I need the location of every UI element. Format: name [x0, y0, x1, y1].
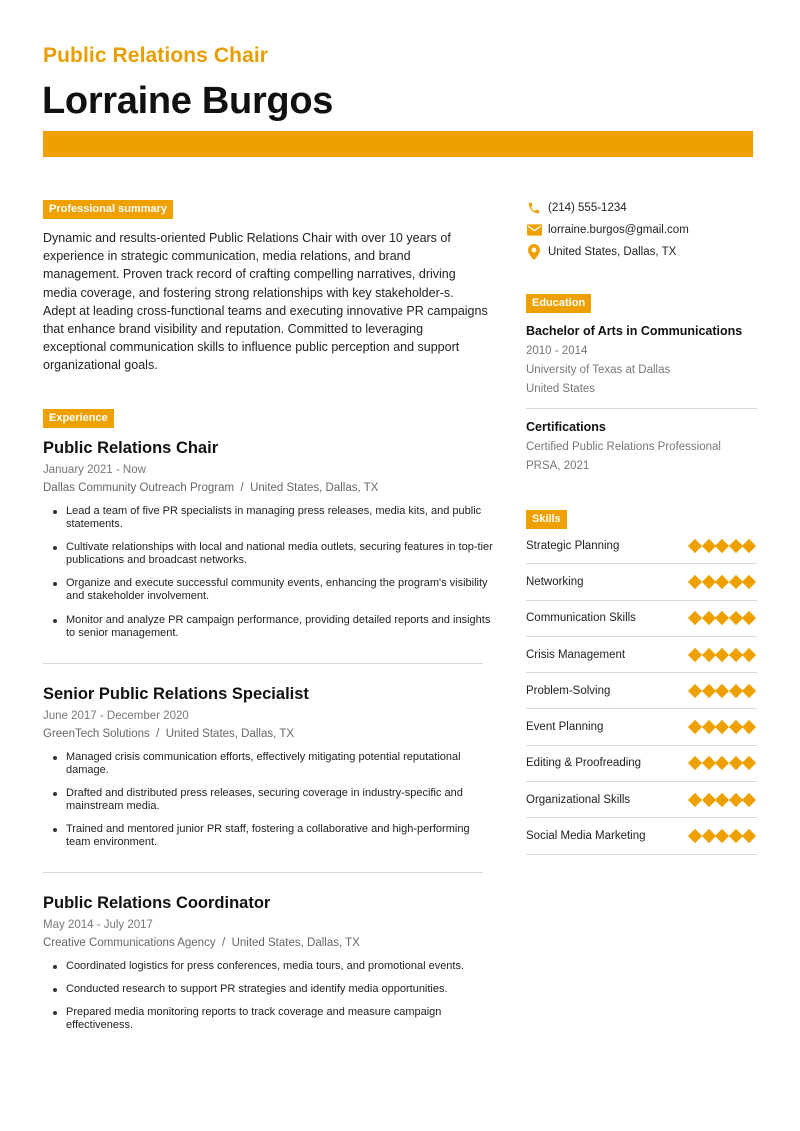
rating-diamond-icon — [688, 684, 702, 698]
skill-row — [526, 710, 757, 746]
rating-diamond-icon — [715, 684, 729, 698]
skill-rating — [690, 686, 754, 696]
education-divider — [526, 408, 757, 409]
rating-diamond-icon — [728, 684, 742, 698]
rating-diamond-icon — [728, 829, 742, 843]
job-entry-company-line: Dallas Community Outreach Program / United States, Dallas, TX — [43, 482, 379, 494]
rating-diamond-icon — [715, 647, 729, 661]
summary-text: Dynamic and results-oriented Public Relations Chair with over 10 years of experience in strategic communication, media relations, and brand management. Proven track record of crafting compelling narratives, driving media coverage, and fostering strong relationships with key stakeholder-s. Adept at leading cross-functional teams and executing innovative PR campaigns that enhance brand visibility and reputation. Committed to leveraging exceptional communication skills to influence public perception and support organizational goals. — [43, 231, 488, 373]
job-entry-company: Dallas Community Outreach Program — [43, 482, 235, 494]
job-entry — [43, 893, 493, 1043]
rating-diamond-icon — [701, 793, 715, 807]
rating-diamond-icon — [742, 829, 756, 843]
rating-diamond-icon — [742, 684, 756, 698]
job-entry-location: United States, Dallas, TX — [250, 482, 379, 494]
certification-name: Certified Public Relations Professional — [526, 441, 721, 453]
rating-diamond-icon — [742, 575, 756, 589]
job-entry-bullets — [43, 751, 493, 849]
rating-diamond-icon — [688, 829, 702, 843]
job-entry-title: Senior Public Relations Specialist — [43, 685, 309, 703]
rating-diamond-icon — [728, 647, 742, 661]
job-bullet: Lead a team of five PR specialists in managing press releases, media kits, and public statements. — [66, 505, 493, 531]
rating-diamond-icon — [701, 720, 715, 734]
job-bullet: Trained and mentored junior PR staff, fostering a collaborative and high-performing team environment. — [66, 823, 493, 849]
education-school: University of Texas at Dallas — [526, 364, 671, 376]
rating-diamond-icon — [715, 575, 729, 589]
job-entry-company: GreenTech Solutions — [43, 728, 150, 740]
job-bullet: Managed crisis communication efforts, effectively mitigating potential reputational damage. — [66, 751, 493, 777]
rating-diamond-icon — [701, 647, 715, 661]
job-entry-dates: January 2021 - Now — [43, 464, 146, 476]
skill-row — [526, 528, 757, 564]
skill-rating — [690, 577, 754, 587]
contact-phone — [526, 200, 627, 216]
contact-phone-text: (214) 555-1234 — [548, 202, 627, 214]
skill-row — [526, 564, 757, 600]
skill-rating — [690, 650, 754, 660]
rating-diamond-icon — [688, 575, 702, 589]
job-entry-company-line: Creative Communications Agency / United States, Dallas, TX — [43, 937, 360, 949]
job-entry-dates: June 2017 - December 2020 — [43, 710, 189, 722]
job-entry-company-line: GreenTech Solutions / United States, Dallas, TX — [43, 728, 295, 740]
rating-diamond-icon — [688, 793, 702, 807]
map-pin-icon — [526, 244, 542, 260]
skill-name: Social Media Marketing — [526, 830, 646, 843]
rating-diamond-icon — [742, 720, 756, 734]
contact-location-text: United States, Dallas, TX — [548, 246, 677, 258]
rating-diamond-icon — [701, 684, 715, 698]
rating-diamond-icon — [728, 793, 742, 807]
certification-issuer: PRSA, 2021 — [526, 460, 590, 472]
envelope-icon — [526, 222, 542, 238]
skill-row — [526, 601, 757, 637]
job-bullet: Prepared media monitoring reports to track coverage and measure campaign effectiveness. — [66, 1006, 493, 1032]
job-entry-dates: May 2014 - July 2017 — [43, 919, 153, 931]
rating-diamond-icon — [742, 647, 756, 661]
skills-section-label: Skills — [526, 510, 567, 529]
skill-row — [526, 637, 757, 673]
skill-name: Networking — [526, 575, 584, 588]
header-accent-bar — [43, 131, 753, 157]
rating-diamond-icon — [688, 720, 702, 734]
rating-diamond-icon — [715, 793, 729, 807]
education-degree: Bachelor of Arts in Communications — [526, 324, 743, 338]
skill-name: Crisis Management — [526, 648, 626, 661]
rating-diamond-icon — [701, 539, 715, 553]
rating-diamond-icon — [742, 793, 756, 807]
skill-rating — [690, 831, 754, 841]
skill-row — [526, 818, 757, 854]
rating-diamond-icon — [701, 611, 715, 625]
contact-email-text[interactable]: lorraine.burgos@gmail.com — [548, 224, 689, 236]
job-divider — [43, 872, 483, 873]
skill-name: Organizational Skills — [526, 793, 631, 806]
rating-diamond-icon — [701, 829, 715, 843]
skill-rating — [690, 758, 754, 768]
summary-section-label: Professional summary — [43, 200, 173, 219]
rating-diamond-icon — [728, 575, 742, 589]
rating-diamond-icon — [701, 756, 715, 770]
header-job-title: Public Relations Chair — [43, 44, 269, 67]
skill-row — [526, 673, 757, 709]
rating-diamond-icon — [688, 756, 702, 770]
skill-name: Communication Skills — [526, 612, 636, 625]
skill-rating — [690, 541, 754, 551]
job-entry-location: United States, Dallas, TX — [231, 937, 360, 949]
job-bullet: Coordinated logistics for press conferences, media tours, and promotional events. — [66, 960, 493, 973]
job-entry-title: Public Relations Chair — [43, 439, 219, 457]
job-entry-location: United States, Dallas, TX — [165, 728, 295, 740]
education-country: United States — [526, 383, 596, 395]
contact-email — [526, 222, 689, 238]
job-bullet: Cultivate relationships with local and national media outlets, securing features in top-tier publications and broadcast networks. — [66, 541, 493, 567]
skill-row — [526, 782, 757, 818]
rating-diamond-icon — [688, 647, 702, 661]
rating-diamond-icon — [701, 575, 715, 589]
skill-name: Problem-Solving — [526, 684, 611, 697]
skill-row — [526, 746, 757, 782]
candidate-name: Lorraine Burgos — [42, 80, 334, 122]
skill-name: Editing & Proofreading — [526, 757, 642, 770]
skill-rating — [690, 722, 754, 732]
education-section-label: Education — [526, 294, 591, 313]
job-entry-title: Public Relations Coordinator — [43, 894, 271, 912]
phone-icon — [526, 200, 542, 216]
job-entry — [43, 438, 493, 650]
education-years: 2010 - 2014 — [526, 345, 588, 357]
contact-location — [526, 244, 676, 260]
job-entry-company: Creative Communications Agency — [43, 937, 216, 949]
rating-diamond-icon — [728, 611, 742, 625]
skill-name: Strategic Planning — [526, 539, 620, 552]
skill-name: Event Planning — [526, 721, 604, 734]
rating-diamond-icon — [715, 611, 729, 625]
rating-diamond-icon — [742, 539, 756, 553]
job-bullet: Conducted research to support PR strategies and identify media opportunities. — [66, 983, 493, 996]
job-entry-bullets — [43, 960, 493, 1032]
job-entry-bullets — [43, 505, 493, 640]
rating-diamond-icon — [688, 539, 702, 553]
job-bullet: Monitor and analyze PR campaign performance, providing detailed reports and insights to senior management. — [66, 614, 493, 640]
certifications-heading: Certifications — [526, 420, 606, 434]
rating-diamond-icon — [688, 611, 702, 625]
rating-diamond-icon — [728, 720, 742, 734]
skill-rating — [690, 613, 754, 623]
rating-diamond-icon — [715, 756, 729, 770]
rating-diamond-icon — [742, 756, 756, 770]
job-divider — [43, 663, 483, 664]
job-bullet: Drafted and distributed press releases, securing coverage in industry-specific and mainstream media. — [66, 787, 493, 813]
rating-diamond-icon — [715, 720, 729, 734]
rating-diamond-icon — [728, 539, 742, 553]
job-bullet: Organize and execute successful community events, enhancing the program's visibility and stakeholder involvement. — [66, 577, 493, 603]
rating-diamond-icon — [715, 539, 729, 553]
job-entry — [43, 684, 493, 860]
rating-diamond-icon — [715, 829, 729, 843]
rating-diamond-icon — [728, 756, 742, 770]
skill-rating — [690, 795, 754, 805]
rating-diamond-icon — [742, 611, 756, 625]
experience-section-label: Experience — [43, 409, 114, 428]
